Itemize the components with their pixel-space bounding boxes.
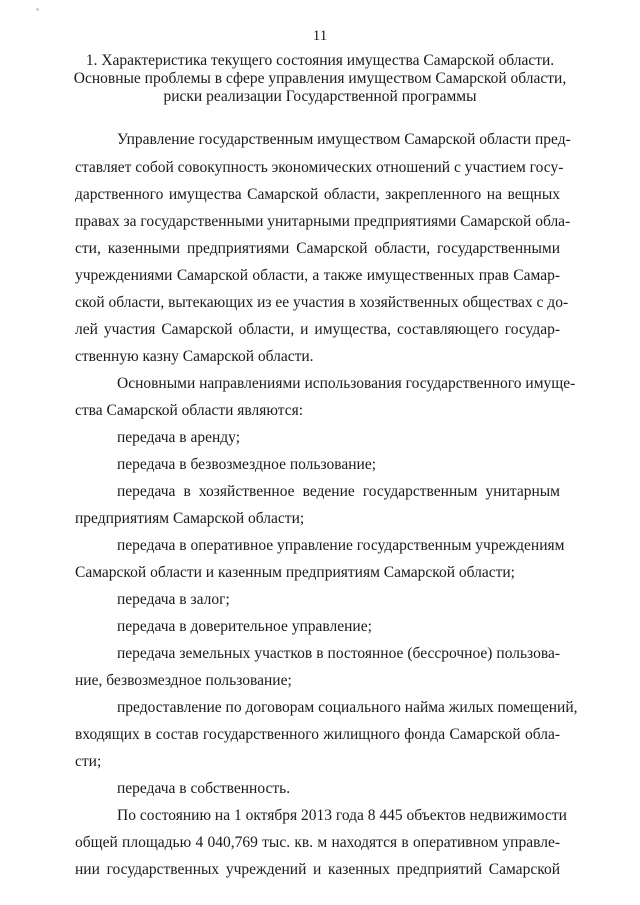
text-line: лей участия Самарской области, и имущества, составляющего государ- bbox=[75, 321, 560, 338]
text-line: дарственного имущества Самарской области, закрепленного на вещных bbox=[75, 186, 560, 203]
section-heading bbox=[70, 52, 570, 106]
text-line: передача в оперативное управление государственным учреждениям bbox=[117, 537, 565, 554]
text-line: ставляет собой совокупность экономических отношений с участием госу- bbox=[75, 159, 564, 176]
text-line: передача в аренду; bbox=[117, 429, 241, 446]
text-line: общей площадью 4 040,769 тыс. кв. м находятся в оперативном управле- bbox=[75, 834, 560, 851]
text-line: По состоянию на 1 октября 2013 года 8 445 объектов недвижимости bbox=[117, 807, 567, 824]
text-line: учреждениями Самарской области, а также имущественных прав Самар- bbox=[75, 267, 560, 284]
text-line: ние, безвозмездное пользование; bbox=[75, 672, 292, 689]
text-line: предоставление по договорам социального найма жилых помещений, bbox=[117, 699, 578, 716]
text-line: предприятиям Самарской области; bbox=[75, 510, 305, 527]
text-line: передача в безвозмездное пользование; bbox=[117, 456, 377, 473]
text-line: передача в залог; bbox=[117, 591, 230, 608]
text-line: ства Самарской области являются: bbox=[75, 402, 304, 419]
text-line: ской области, вытекающих из ее участия в хозяйственных обществах с до- bbox=[75, 294, 569, 311]
text-line: сти, казенными предприятиями Самарской области, государственными bbox=[75, 240, 560, 257]
text-line: Основными направлениями использования государственного имуще- bbox=[117, 375, 576, 392]
scan-speck bbox=[36, 8, 39, 11]
text-line: входящих в состав государственного жилищного фонда Самарской обла- bbox=[75, 726, 560, 743]
text-line: передача земельных участков в постоянное (бессрочное) пользова- bbox=[117, 645, 560, 662]
heading-line: Основные проблемы в сфере управления имуществом Самарской области, bbox=[73, 70, 567, 87]
text-line: передача в хозяйственное ведение государственным унитарным bbox=[117, 483, 560, 500]
text-line: Управление государственным имуществом Самарской области пред- bbox=[117, 131, 571, 148]
text-line: сти; bbox=[75, 753, 102, 770]
heading-line: риски реализации Государственной программы bbox=[163, 88, 477, 105]
text-line: правах за государственными унитарными предприятиями Самарской обла- bbox=[75, 213, 571, 230]
text-line: нии государственных учреждений и казенных предприятий Самарской bbox=[75, 861, 560, 878]
text-line: ственную казну Самарской области. bbox=[75, 348, 314, 365]
heading-line: 1. Характеристика текущего состояния имущества Самарской области. bbox=[85, 52, 555, 69]
text-line: передача в собственность. bbox=[117, 780, 291, 797]
text-line: Самарской области и казенным предприятиям Самарской области; bbox=[75, 564, 515, 581]
text-line: передача в доверительное управление; bbox=[117, 618, 372, 635]
page-number: 11 bbox=[312, 28, 328, 44]
